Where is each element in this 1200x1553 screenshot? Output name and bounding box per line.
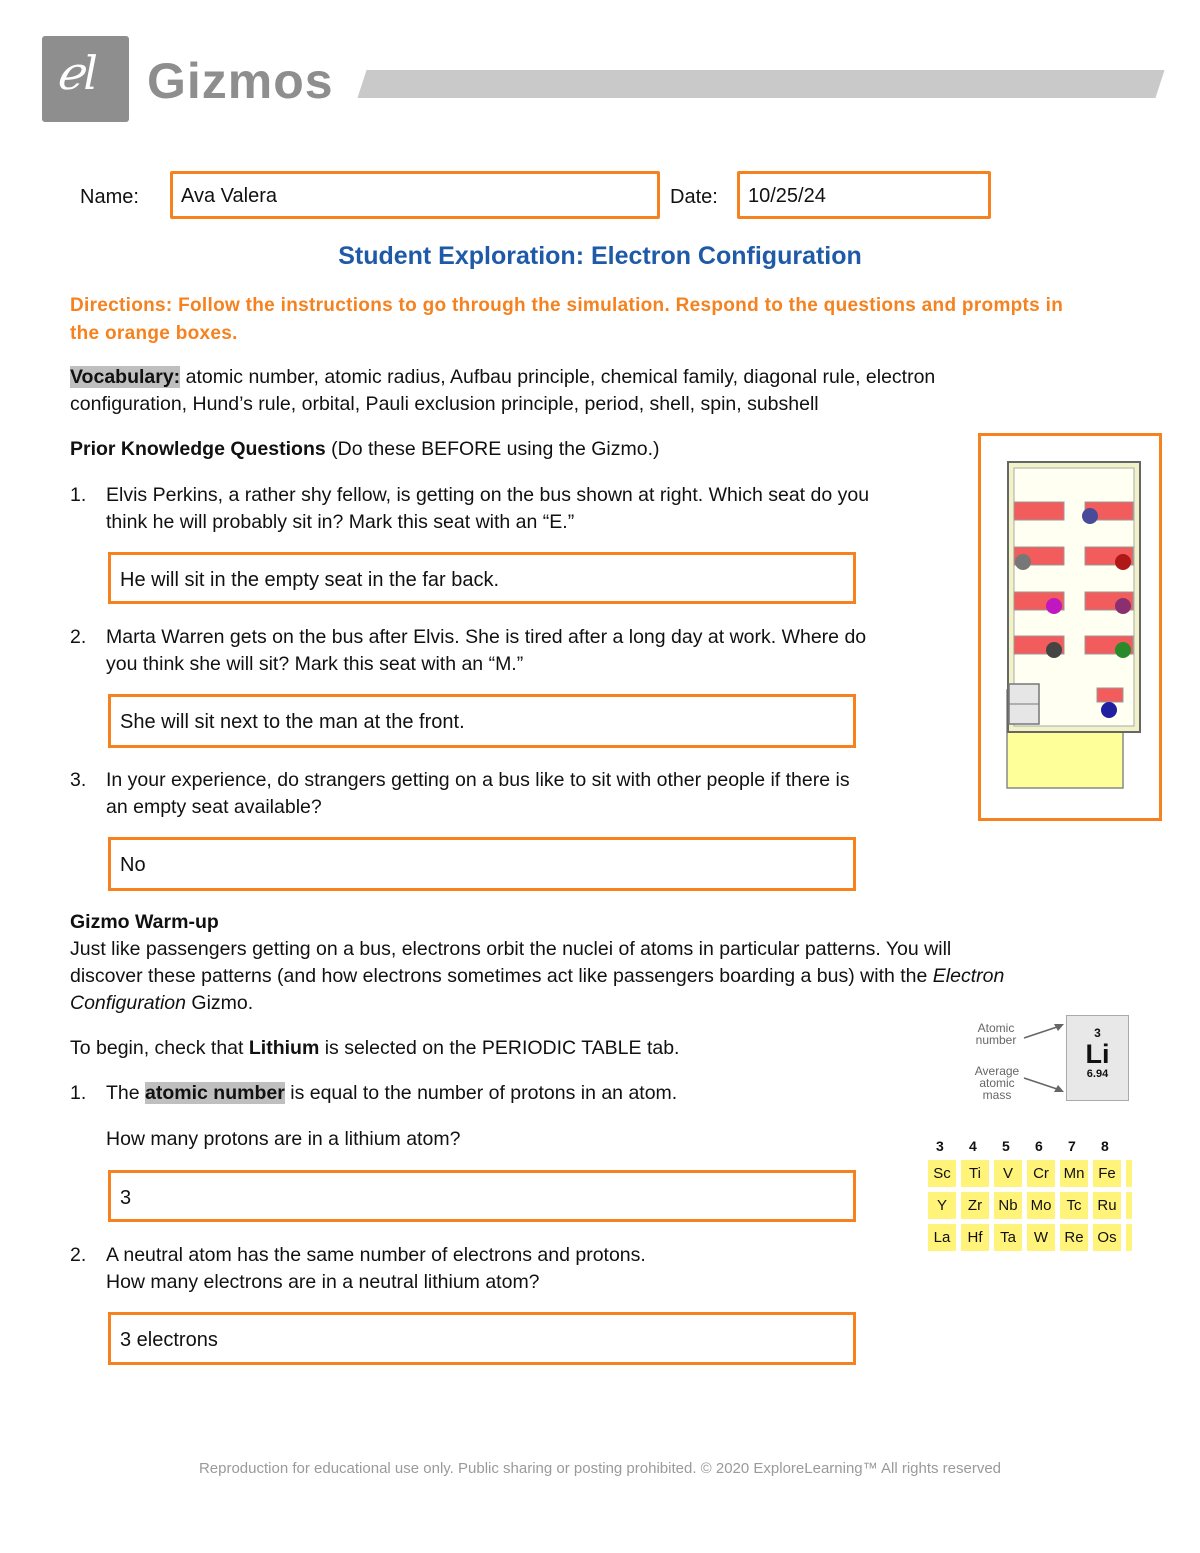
question-number: 1. [70,484,87,506]
question-number: 2. [70,626,87,648]
gizmos-brand: Gizmos [147,53,334,109]
passenger [1046,642,1062,658]
warmup-question-1-prompt: How many protons are in a lithium atom? [106,1128,461,1150]
element-cell[interactable]: Tc [1060,1192,1088,1219]
element-symbol: Li [1085,1039,1110,1069]
label-arrows [1020,1018,1072,1098]
page-title: Student Exploration: Electron Configuration [338,242,862,270]
element-cell[interactable]: Fe [1093,1160,1121,1187]
prior-knowledge-heading: Prior Knowledge Questions (Do these BEFORE using the Gizmo.) [70,438,660,460]
begin-instruction: To begin, check that Lithium is selected on the PERIODIC TABLE tab. [70,1037,680,1059]
element-cell[interactable]: Ru [1093,1192,1121,1219]
group-header: 7 [1068,1138,1076,1154]
explorelearning-logo: ℯl [42,36,129,122]
element-cell[interactable]: Ti [961,1160,989,1187]
passenger [1015,554,1031,570]
warmup-heading: Gizmo Warm-up [70,911,219,933]
warmup-answer-box-1[interactable]: 3 [108,1170,856,1222]
answer-box-1[interactable]: He will sit in the empty seat in the far back. [108,552,856,604]
question-3-text: In your experience, do strangers getting on a bus like to sit with other people if there is an empty seat available? [106,769,850,818]
passenger [1082,508,1098,524]
group-header: 4 [969,1138,977,1154]
element-cell[interactable]: Hf [961,1224,989,1251]
element-number: 3 [1094,1026,1101,1040]
passenger [1046,598,1062,614]
element-cell[interactable]: W [1027,1224,1055,1251]
question-2-text: Marta Warren gets on the bus after Elvis. She is tired after a long day at work. Where do you think she will sit? Mark this seat with an “M.” [106,626,867,675]
directions-text: Directions: Follow the instructions to go through the simulation. Respond to the questions and prompts in the orange boxes. [70,295,1064,344]
footer-copyright: Reproduction for educational use only. Public sharing or posting prohibited. © 2020 ExploreLearning™ All rights reserved [198,1460,1002,1477]
element-cell[interactable]: Os [1093,1224,1121,1251]
bus-diagram-frame [978,433,1162,821]
warmup-question-1: The atomic number is equal to the number of protons in an atom. [106,1082,678,1104]
warmup-question-2: A neutral atom has the same number of electrons and protons. How many electrons are in a neutral lithium atom? [106,1244,646,1293]
question-number: 3. [70,769,87,791]
driver-seat [1097,688,1123,702]
group-header: 5 [1002,1138,1010,1154]
bus-driver [1101,702,1117,718]
group-header: 3 [936,1138,944,1154]
vocabulary-text: atomic number, atomic radius, Aufbau principle, chemical family, diagonal rule, electron configuration, Hund’s rule, orbital, Pauli exclusion principle, period, shell, spin, subshell [70,366,936,415]
element-cell[interactable]: V [994,1160,1022,1187]
group-header: 6 [1035,1138,1043,1154]
element-cell[interactable]: Ta [994,1224,1022,1251]
passenger [1115,642,1131,658]
warmup-intro: Just like passengers getting on a bus, electrons orbit the nuclei of atoms in particular patterns. You will discover these patterns (and how electrons sometimes act like passengers boarding a bus) with the Electron Configuration Gizmo. [70,938,1005,1014]
name-field[interactable]: Ava Valera [170,171,660,219]
seat [1014,502,1064,520]
average-mass-label: Average atomic mass [974,1064,1020,1102]
date-label: Date: [670,186,718,208]
element-cell[interactable]: Y [928,1192,956,1219]
lithium-element-card [1066,1015,1129,1101]
element-cell[interactable]: Re [1060,1224,1088,1251]
bus-seating-diagram [981,436,1159,818]
element-cell[interactable]: La [928,1224,956,1251]
date-field[interactable]: 10/25/24 [737,171,991,219]
element-cell[interactable]: Sc [928,1160,956,1187]
vocabulary-paragraph [70,364,1050,418]
passenger [1115,598,1131,614]
question-number: 2. [70,1244,87,1266]
name-label: Name: [80,186,139,208]
vocabulary-label: Vocabulary: [70,366,181,388]
header-bar [357,70,1164,98]
warmup-answer-box-2[interactable]: 3 electrons [108,1312,856,1365]
group-header: 8 [1101,1138,1109,1154]
element-cell[interactable]: Cr [1027,1160,1055,1187]
element-cell[interactable]: Mn [1060,1160,1088,1187]
periodic-table-excerpt [928,1136,1132,1256]
element-cell[interactable]: Mo [1027,1192,1055,1219]
element-mass: 6.94 [1086,1068,1109,1080]
question-number: 1. [70,1082,87,1104]
passenger [1115,554,1131,570]
answer-box-3[interactable]: No [108,837,856,891]
element-cell[interactable]: Zr [961,1192,989,1219]
atomic-number-label: Atomic number [975,1021,1017,1047]
question-1-text: Elvis Perkins, a rather shy fellow, is getting on the bus shown at right. Which seat do you think he will probably sit in? Mark this seat with an “E.” [106,484,870,533]
answer-box-2[interactable]: She will sit next to the man at the front. [108,694,856,748]
element-cell[interactable]: Nb [994,1192,1022,1219]
